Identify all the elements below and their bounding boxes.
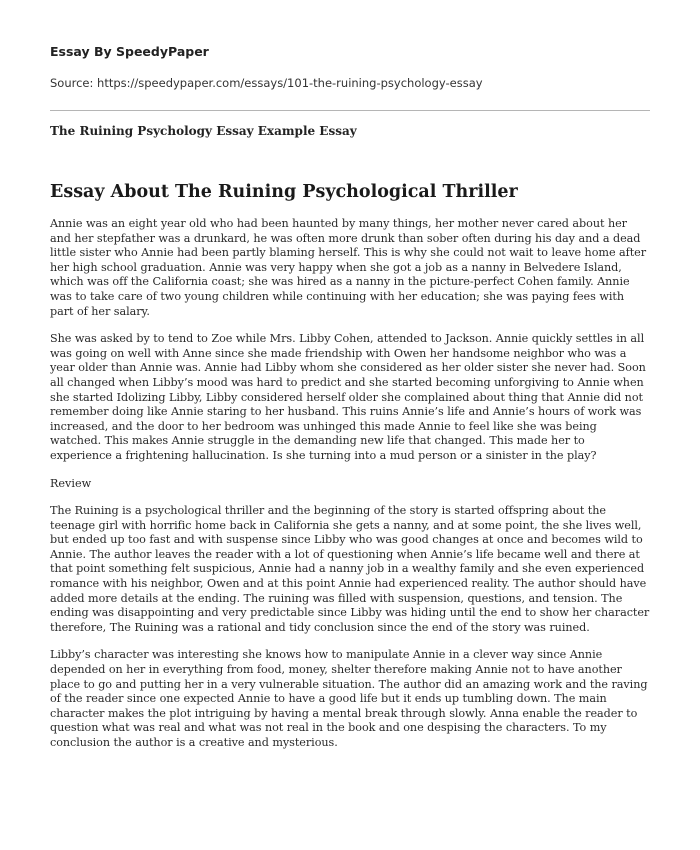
document-page	[50, 44, 650, 764]
essay-body	[50, 217, 650, 751]
paragraph: Annie was an eight year old who had been haunted by many things, her mother never cared about her and her stepfather was a drunkard, he was often more drunk than sober often during his day and a dead little sister who Annie had been partly blaming herself. This is why she could not wait to leave home after her high school graduation. Annie was very happy when she got a job as a nanny in Belvedere Island, which was off the California coast; she was hired as a nanny in the picture-perfect Cohen family. Annie was to take care of two young children while continuing with her education; she was paying fees with part of her salary.	[50, 217, 647, 318]
essay-title: Essay About The Ruining Psychological Thriller	[50, 182, 518, 202]
document-subtitle: The Ruining Psychology Essay Example Essay	[50, 124, 357, 138]
header-divider	[50, 110, 650, 111]
paragraph: Libby’s character was interesting she knows how to manipulate Annie in a clever way since Annie depended on her in everything from food, money, shelter therefore making Annie not to have another place to go and putting her in a very vulnerable situation. The author did an amazing work and the raving of the reader since one expected Annie to have a good life but it ends up tumbling down. The main character makes the plot intriguing by having a mental break through slowly. Anna enable the reader to question what was real and what was not real in the book and one despising the characters. To my conclusion the author is a creative and mysterious.	[50, 648, 648, 749]
paragraph: She was asked by to tend to Zoe while Mrs. Libby Cohen, attended to Jackson. Annie quickly settles in all was going on well with Anne since she made friendship with Owen her handsome neighbor who was a year older than Annie was. Annie had Libby whom she considered as her older sister she never had. Soon all changed when Libby’s mood was hard to predict and she started becoming unforgiving to Annie when she started Idolizing Libby, Libby considered herself older she complained about thing that Annie did not remember doing like Annie staring to her husband. This ruins Annie’s life and Annie’s hours of work was increased, and the door to her bedroom was unhinged this made Annie to feel like she was being watched. This makes Annie struggle in the demanding new life that changed. This made her to experience a frightening hallucination. Is she turning into a mud person or a sinister in the play?	[50, 332, 646, 462]
section-heading-review: Review	[50, 476, 92, 490]
brand-title: Essay By SpeedyPaper	[50, 44, 209, 59]
paragraph: The Ruining is a psychological thriller and the beginning of the story is started offspring about the teenage girl with horrific home back in California she gets a nanny, and at some point, the she lives well, but ended up too fast and with suspense since Libby who was good changes at once and becomes wild to Annie. The author leaves the reader with a lot of questioning when Annie’s life became well and there at that point something felt suspicious, Annie had a nanny job in a wealthy family and she even experienced romance with his neighbor, Owen and at this point Annie had experienced reality. The author should have added more details at the ending. The ruining was filled with suspension, questions, and tension. The ending was disappointing and very predictable since Libby was hiding until the end to show her character therefore, The Ruining was a rational and tidy conclusion since the end of the story was ruined.	[50, 504, 650, 634]
source-line: Source: https://speedypaper.com/essays/101-the-ruining-psychology-essay	[50, 76, 483, 90]
